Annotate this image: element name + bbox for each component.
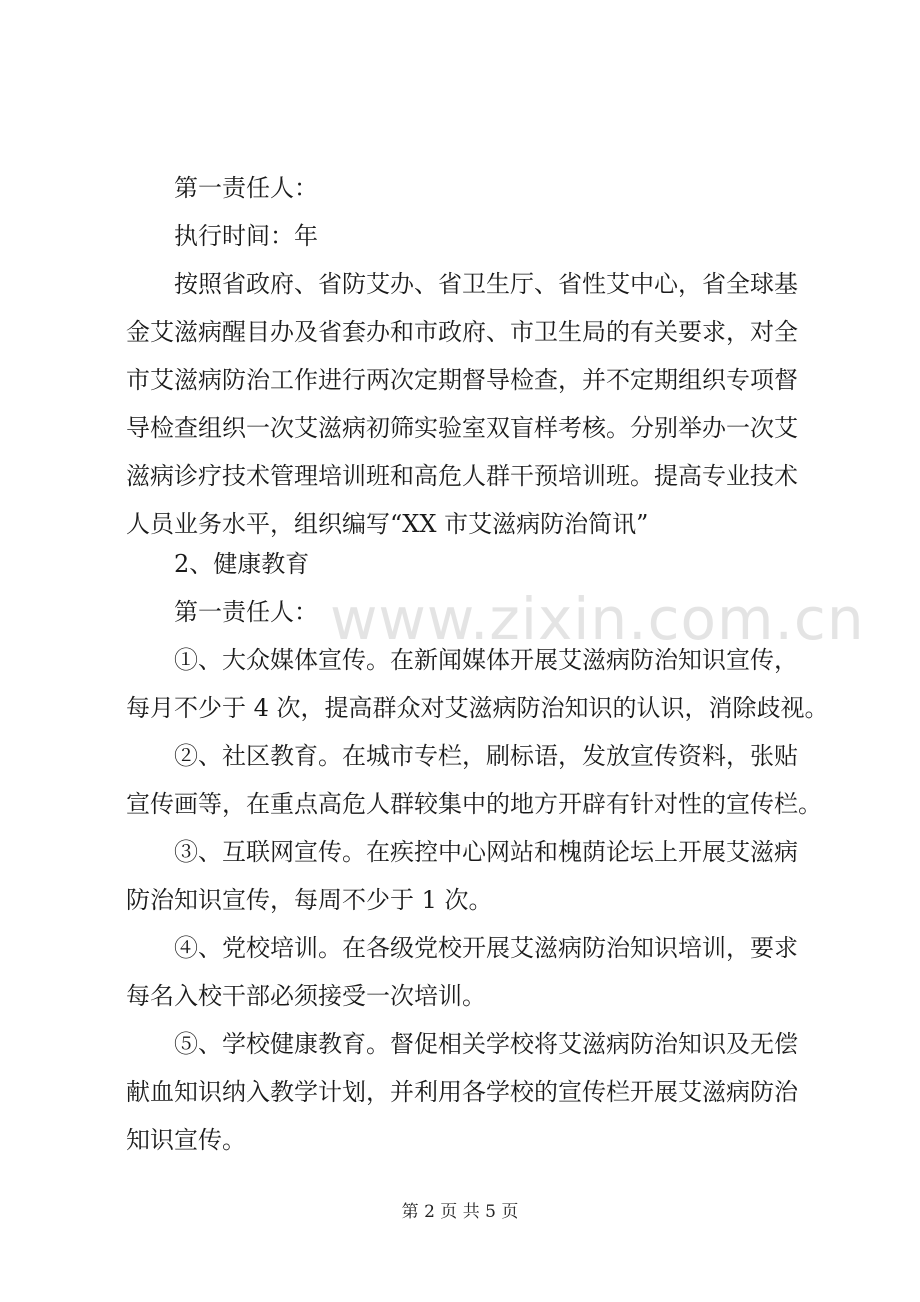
item-school-education: ⑤、学校健康教育。督促相关学校将艾滋病防治知识及无偿 — [174, 1030, 798, 1058]
paragraph-line: 防治知识宣传，每周不少于 1 次。 — [126, 886, 493, 914]
watermark: www.zixin.com.cn — [330, 585, 865, 653]
paragraph-line: 献血知识纳入教学计划，并利用各学校的宣传栏开展艾滋病防治 — [126, 1078, 798, 1106]
paragraph-line: 金艾滋病醒目办及省套办和市政府、市卫生局的有关要求，对全 — [126, 318, 798, 346]
item-community-education: ②、社区教育。在城市专栏，刷标语，发放宣传资料，张贴 — [174, 742, 798, 770]
paragraph-line: 每月不少于 4 次，提高群众对艾滋病防治知识的认识，消除歧视。 — [126, 694, 829, 722]
paragraph-line: 宣传画等，在重点高危人群较集中的地方开辟有针对性的宣传栏。 — [126, 790, 822, 818]
line-responsible-person-2: 第一责任人： — [174, 598, 318, 626]
item-party-school: ④、党校培训。在各级党校开展艾滋病防治知识培训，要求 — [174, 934, 798, 962]
item-mass-media: ①、大众媒体宣传。在新闻媒体开展艾滋病防治知识宣传， — [174, 646, 798, 674]
paragraph-line: 每名入校干部必须接受一次培训。 — [126, 982, 486, 1010]
paragraph-line: 市艾滋病防治工作进行两次定期督导检查，并不定期组织专项督 — [126, 366, 798, 394]
section-heading-health-education: 2、健康教育 — [174, 550, 310, 578]
page-footer: 第 2 页 共 5 页 — [401, 1202, 519, 1222]
line-responsible-person-1: 第一责任人： — [174, 174, 318, 202]
paragraph-line: 按照省政府、省防艾办、省卫生厅、省性艾中心，省全球基 — [174, 270, 798, 298]
item-internet: ③、互联网宣传。在疾控中心网站和槐荫论坛上开展艾滋病 — [174, 838, 798, 866]
line-execution-time: 执行时间：年 — [174, 222, 318, 250]
paragraph-line: 人员业务水平，组织编写“XX 市艾滋病防治简讯” — [126, 510, 649, 538]
paragraph-line: 滋病诊疗技术管理培训班和高危人群干预培训班。提高专业技术 — [126, 462, 798, 490]
paragraph-line: 知识宣传。 — [126, 1126, 246, 1154]
paragraph-line: 导检查组织一次艾滋病初筛实验室双盲样考核。分别举办一次艾 — [126, 414, 798, 442]
